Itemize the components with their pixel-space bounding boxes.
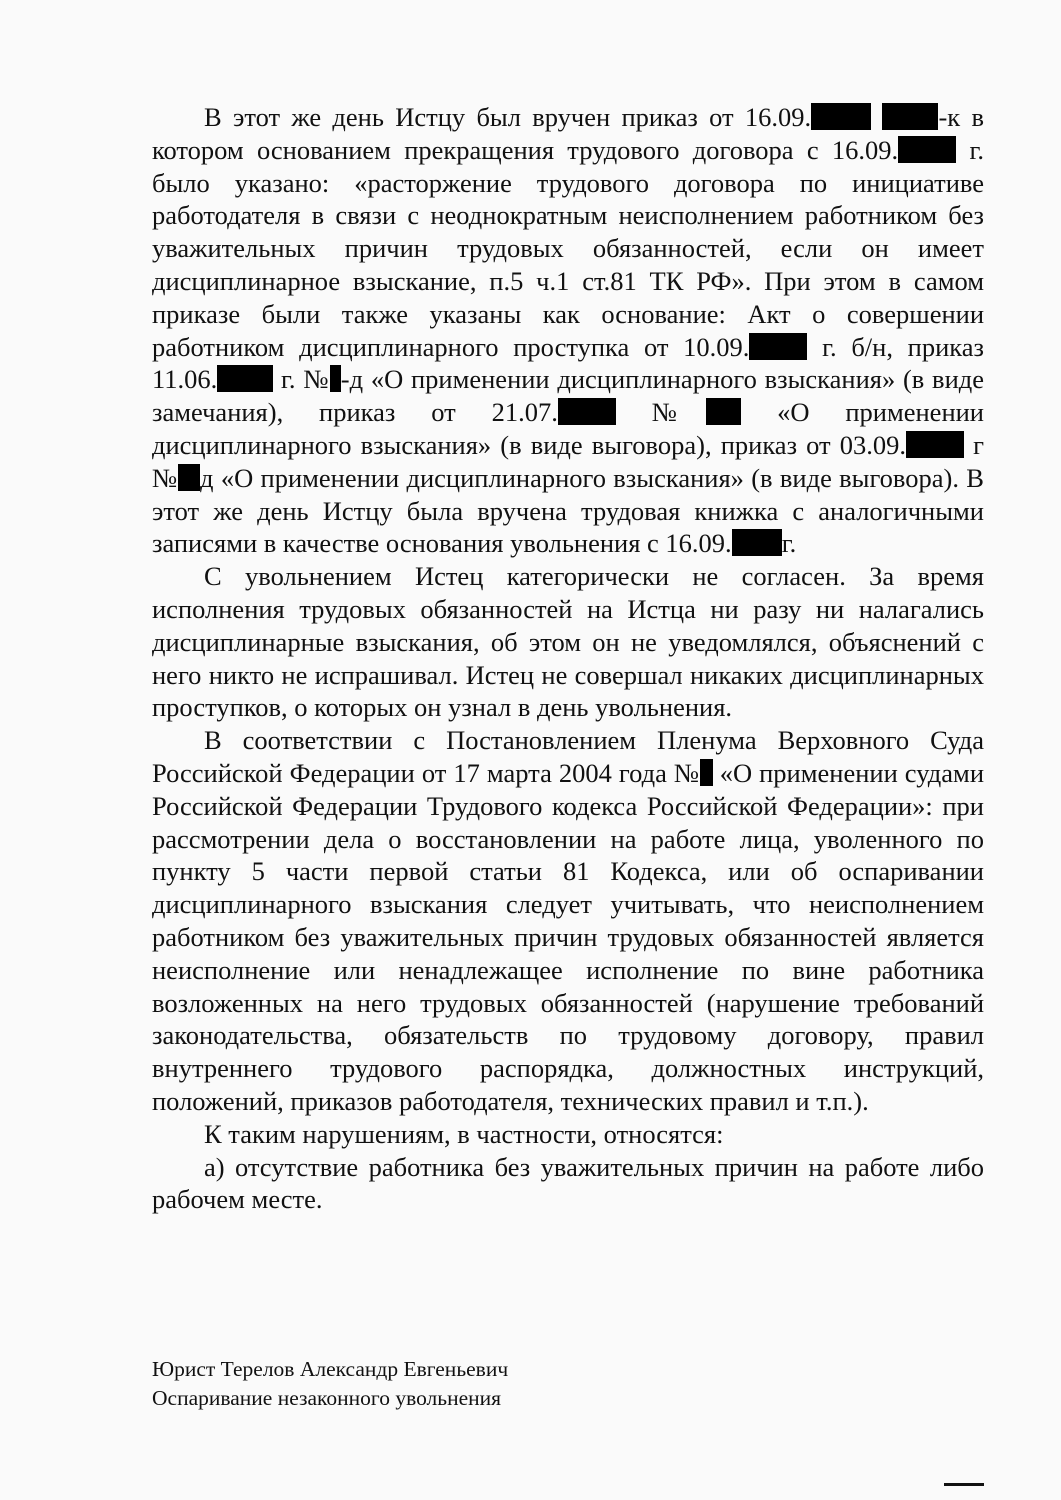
paragraph-3 — [152, 724, 984, 1118]
redaction-block — [732, 529, 782, 556]
text-segment: -д «О применении дисциплинарного взыскания» (в виде замечания), приказ от 21.07. — [152, 364, 984, 428]
text-segment: С увольнением Истец категорически не согласен. За время исполнения трудовых обязанностей на Истца ни разу ни налагались дисциплинарные взыскания, об этом он не уведомлялся, объяснений с него никто не испрашивал. Истец не совершал никаких дисциплинарных проступков, о которых он узнал в день увольнения. — [152, 561, 984, 723]
document-footer — [152, 1355, 852, 1412]
text-segment: В соответствии с Постановлением Пленума Верховного Суда Российской Федерации от 17 марта 2004 года № — [152, 725, 984, 788]
redaction-block — [906, 431, 964, 458]
text-segment: г № — [152, 429, 984, 493]
text-segment: а) отсутствие работника без уважительных причин на работе либо рабочем месте. — [152, 1151, 984, 1215]
paragraph-5 — [152, 1151, 984, 1217]
text-segment — [871, 102, 882, 132]
redaction-block — [811, 103, 871, 130]
redaction-block — [898, 136, 956, 163]
text-segment: В этот же день Истцу был вручен приказ от 16.09. — [204, 102, 812, 132]
text-segment: «О применении дисциплинарного взыскания» (в виде выговора), приказ от 03.09. — [152, 397, 984, 460]
redaction-block — [882, 103, 938, 130]
text-segment: г. б/н, приказ 11.06. — [152, 331, 984, 395]
footer-topic: Оспаривание незаконного увольнения — [152, 1385, 502, 1410]
redaction-block — [700, 759, 713, 786]
text-segment: г. было указано: «расторжение трудового договора по инициативе работодателя в связи с неоднократным неисполнением работником без уважительных причин трудовых обязанностей, если он имеет дисциплинарное взыскание, п.5 ч.1 ст.81 ТК РФ». При этом в самом приказе были также указаны как основание: Акт о совершении работником дисциплинарного проступка от 10.09. — [152, 134, 984, 362]
document-body — [152, 101, 984, 1216]
paragraph-1 — [152, 101, 984, 560]
text-segment: г. — [781, 528, 797, 559]
redaction-block — [706, 398, 741, 425]
text-segment: г. № — [273, 364, 330, 395]
text-segment: № — [615, 397, 707, 428]
paragraph-2 — [152, 560, 984, 724]
redaction-block — [558, 398, 616, 425]
page-number-mark — [944, 1483, 984, 1486]
text-segment: К таким нарушениям, в частности, относятся: — [204, 1118, 724, 1149]
redaction-block — [178, 464, 200, 491]
redaction-block — [330, 365, 341, 392]
paragraph-4 — [152, 1118, 984, 1151]
redaction-block — [749, 333, 807, 360]
text-segment: д «О применении дисциплинарного взыскания» (в виде выговора). В этот же день Истцу была вручена трудовая книжка с аналогичными записями в качестве основания увольнения с 16.09. — [152, 462, 984, 559]
footer-author: Юрист Терелов Александр Евгеньевич — [152, 1357, 509, 1381]
text-segment: -к в котором основанием прекращения трудового договора с 16.09. — [152, 102, 985, 165]
redaction-block — [217, 365, 273, 392]
text-segment: «О применении судами Российской Федерации Трудового кодекса Российской Федерации»: при рассмотрении дела о восстановлении на работе лица, уволенного по пункту 5 части первой статьи 81 Кодекса, или об оспаривании дисциплинарного взыскания следует учитывать, что неисполнением работником без уважительных причин трудовых обязанностей является неисполнение или ненадлежащее исполнение по вине работника возложенных на него трудовых обязанностей (нарушение требований законодательства, обязательств по трудовому договору, правил внутреннего трудового распорядка, должностных инструкций, положений, приказов работодателя, технических правил и т.п.). — [152, 757, 984, 1116]
